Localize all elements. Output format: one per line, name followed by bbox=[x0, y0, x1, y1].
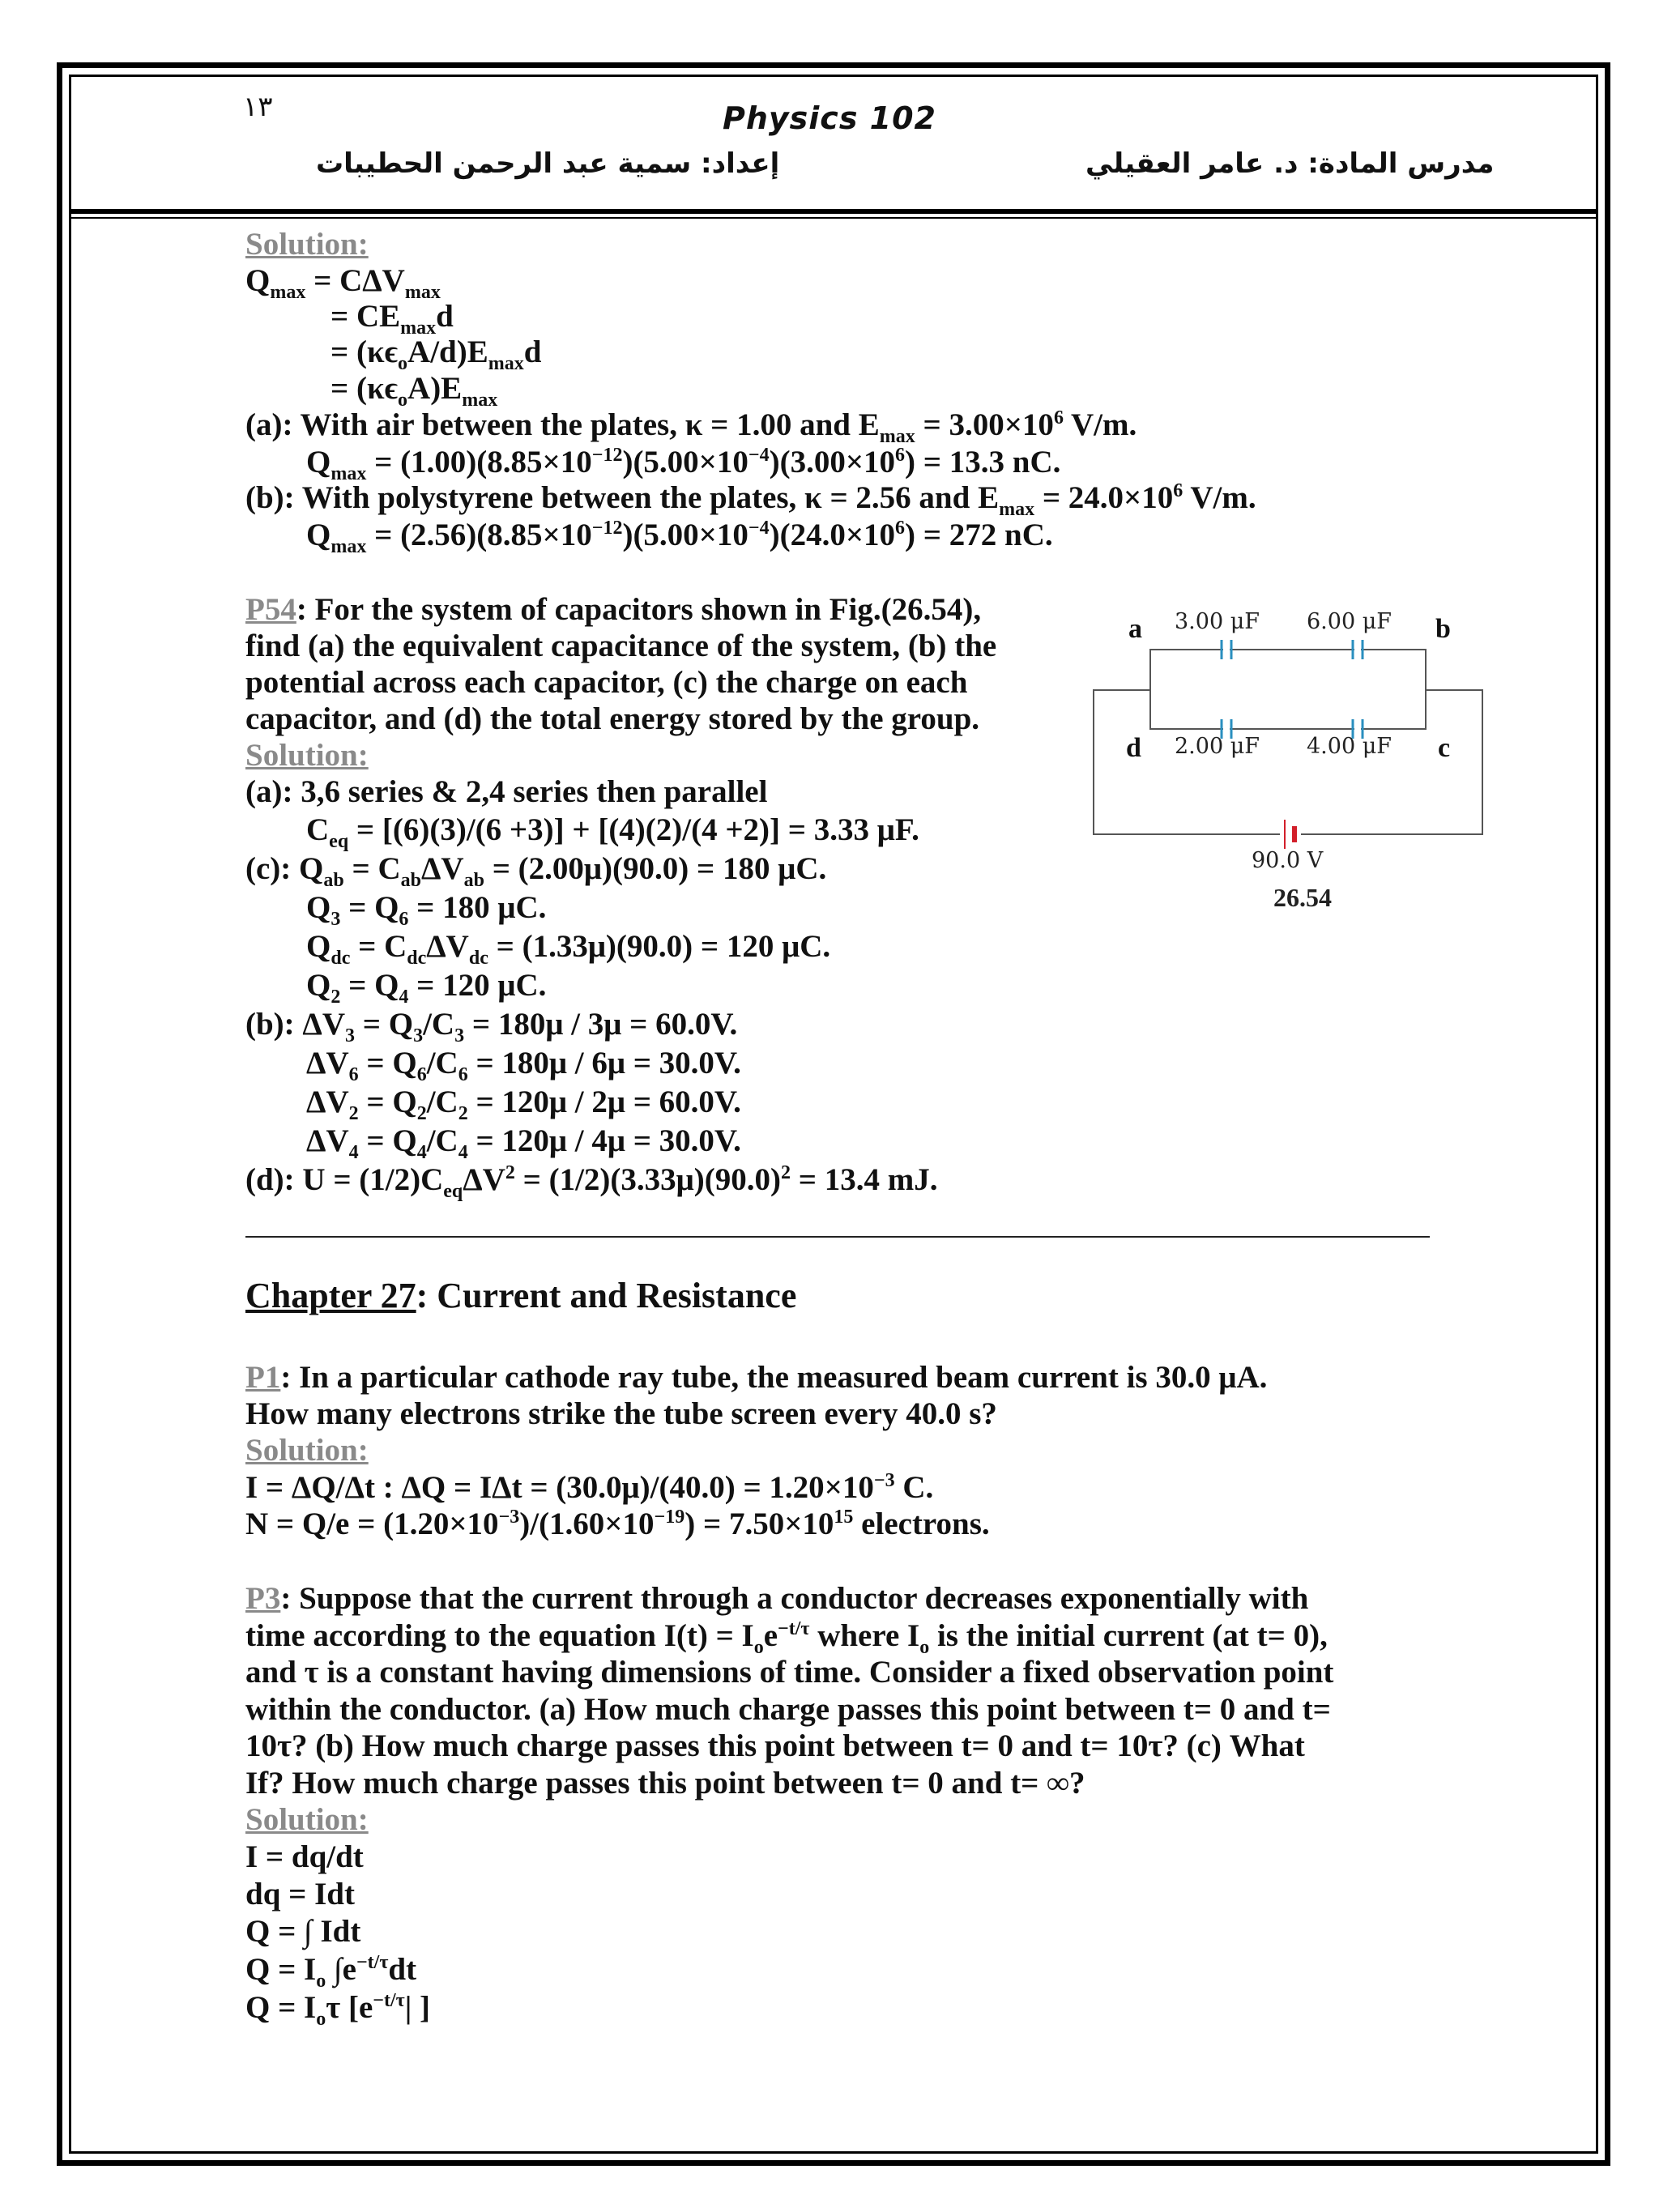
p1-question-line2: How many electrons strike the tube screen every 40.0 s? bbox=[245, 1396, 997, 1431]
teacher-name: مدرس المادة: د. عامر العقيلي bbox=[1085, 147, 1495, 180]
figure-caption: 26.54 bbox=[1273, 883, 1332, 912]
p54-question-line2: find (a) the equivalent capacitance of the system, (b) the bbox=[245, 629, 997, 663]
p1-question-line1: P1: In a particular cathode ray tube, the measured beam current is 30.0 μA. bbox=[245, 1360, 1268, 1395]
p3-question-line3: and τ is a constant having dimensions of time. Consider a fixed observation point bbox=[245, 1655, 1334, 1690]
node-c: c bbox=[1438, 733, 1451, 763]
header-rule bbox=[69, 209, 1598, 214]
circuit-inner-branches bbox=[1150, 650, 1426, 729]
part-b-polystyrene: (b): With polystyrene between the plates, κ = 2.56 and $E_{max} = 24.0\times 10^6$ V/m. bbox=[245, 480, 1256, 520]
p1-charge: I = ΔQ/Δt : $\Delta Q = I\Delta t = (30.0\mu)/(40.0) = 1.20\times 10^{-3}$ C. bbox=[245, 1470, 934, 1505]
course-title: Physics 102 bbox=[722, 100, 936, 136]
node-a: a bbox=[1128, 614, 1142, 644]
eq-qmax-3: = $(\kappa\epsilon_oA/d)E_{max}d$ bbox=[331, 335, 542, 374]
p54-v6: $\Delta V_6 = Q_6/C_6 = 180\mu / 6\mu = 30.0V$. bbox=[306, 1046, 741, 1085]
eq-qmax-2: = $CE_{max}d$ bbox=[331, 299, 454, 339]
prepared-by: إعداد: سمية عبد الرحمن الحطيبات bbox=[316, 147, 780, 180]
p54-part-a: (a): 3,6 series & 2,4 series then parallel bbox=[245, 774, 768, 809]
p54-qdc: $Q_{dc} = C_{dc}\Delta V_{dc} = (1.33\mu)(90.0) = 120$ μC. bbox=[306, 929, 831, 969]
label-4uf: 4.00 μF bbox=[1307, 734, 1392, 759]
p3-step3: Q = ∫ Idt bbox=[245, 1914, 361, 1949]
p54-q2-q4: $Q_2 = Q_4 = 120$ μC. bbox=[306, 968, 547, 1008]
p54-part-b-v3: (b): $\Delta V_3 = Q_3/C_3 = 180\mu / 3\mu = 60.0V$. bbox=[245, 1007, 738, 1046]
p3-question-line5: 10τ? (b) How much charge passes this point between t= 0 and t= 10τ? (c) What bbox=[245, 1728, 1305, 1763]
header-rule-thin bbox=[69, 217, 1598, 219]
label-6uf: 6.00 μF bbox=[1307, 609, 1392, 634]
p3-step4: $Q = I_o$ $\int e^{-t/\tau}dt$ bbox=[245, 1952, 417, 1992]
p54-part-d-energy: (d): $U = (1/2)C_{eq}\Delta V^2 = (1/2)(3.33\mu)(90.0)^2 = 13.4$ mJ. bbox=[245, 1162, 938, 1202]
p54-question-line1: P54: For the system of capacitors shown in Fig.(26.54), bbox=[245, 592, 982, 627]
label-2uf: 2.00 μF bbox=[1175, 734, 1260, 759]
p54-v2: $\Delta V_2 = Q_2/C_2 = 120\mu / 2\mu = 60.0V$. bbox=[306, 1085, 741, 1124]
node-b: b bbox=[1435, 614, 1451, 644]
part-a-air: (a): With air between the plates, κ = 1.00 and $E_{max} = 3.00\times 10^6$ V/m. bbox=[245, 407, 1137, 447]
p3-question-line2: time according to the equation $I(t) = I_oe^{-t/\tau}$ where $I_o$ is the initial current (at t= 0), bbox=[245, 1618, 1328, 1658]
p54-part-c-qab: (c): $Q_{ab} = C_{ab}\Delta V_{ab} = (2.00\mu)(90.0) = 180$ μC. bbox=[245, 851, 827, 891]
p54-v4: $\Delta V_4 = Q_4/C_4 = 120\mu / 4\mu = 30.0V$. bbox=[306, 1123, 741, 1163]
p3-step1: I = dq/dt bbox=[245, 1839, 364, 1874]
label-3uf: 3.00 μF bbox=[1175, 609, 1260, 634]
p3-question-line4: within the conductor. (a) How much charge passes this point between t= 0 and t= bbox=[245, 1692, 1331, 1727]
p54-solution-label: Solution: bbox=[245, 738, 369, 773]
p3-question-line6: If? How much charge passes this point between t= 0 and t= ∞? bbox=[245, 1766, 1085, 1801]
page-number: ١٣ bbox=[243, 91, 273, 123]
section-divider bbox=[245, 1236, 1430, 1238]
p54-question-line4: capacitor, and (d) the total energy stored by the group. bbox=[245, 701, 980, 736]
p1-solution-label: Solution: bbox=[245, 1433, 369, 1468]
p3-solution-label: Solution: bbox=[245, 1802, 369, 1837]
part-b-result: $Q_{max} = (2.56)(8.85\times 10^{-12})(5.00\times 10^{-4})(24.0\times 10^6) = 272$ nC. bbox=[306, 518, 1053, 557]
p54-question-line3: potential across each capacitor, (c) the charge on each bbox=[245, 665, 968, 700]
eq-qmax-4: = $(\kappa\epsilon_oA)E_{max}$ bbox=[331, 371, 498, 411]
chapter-title: Chapter 27: Current and Resistance bbox=[245, 1276, 797, 1315]
solution-label: Solution: bbox=[245, 227, 369, 262]
eq-qmax-1: $Q_{max} = C\Delta V_{max}$ bbox=[245, 263, 441, 303]
p3-step2: dq = Idt bbox=[245, 1877, 355, 1912]
p54-q3-q6: $Q_3 = Q_6 = 180$ μC. bbox=[306, 890, 547, 930]
p3-question-line1: P3: Suppose that the current through a conductor decreases exponentially with bbox=[245, 1581, 1309, 1616]
part-a-result: $Q_{max} = (1.00)(8.85\times 10^{-12})(5.00\times 10^{-4})(3.00\times 10^6) = 13.3$ nC. bbox=[306, 445, 1061, 484]
p54-ceq: $C_{eq} = [(6)(3)/(6 +3)] + [(4)(2)/(4 +2)] = 3.33$ μF. bbox=[306, 812, 919, 852]
p1-electrons: $N = Q/e = (1.20\times 10^{-3})/(1.60\times 10^{-19}) = 7.50\times 10^{15}$ electrons. bbox=[245, 1507, 990, 1541]
p3-step5: $Q = I_o\tau$ [$e^{-t/\tau}|$ ] bbox=[245, 1990, 431, 2030]
node-d: d bbox=[1126, 733, 1141, 763]
label-voltage: 90.0 V bbox=[1252, 848, 1324, 873]
